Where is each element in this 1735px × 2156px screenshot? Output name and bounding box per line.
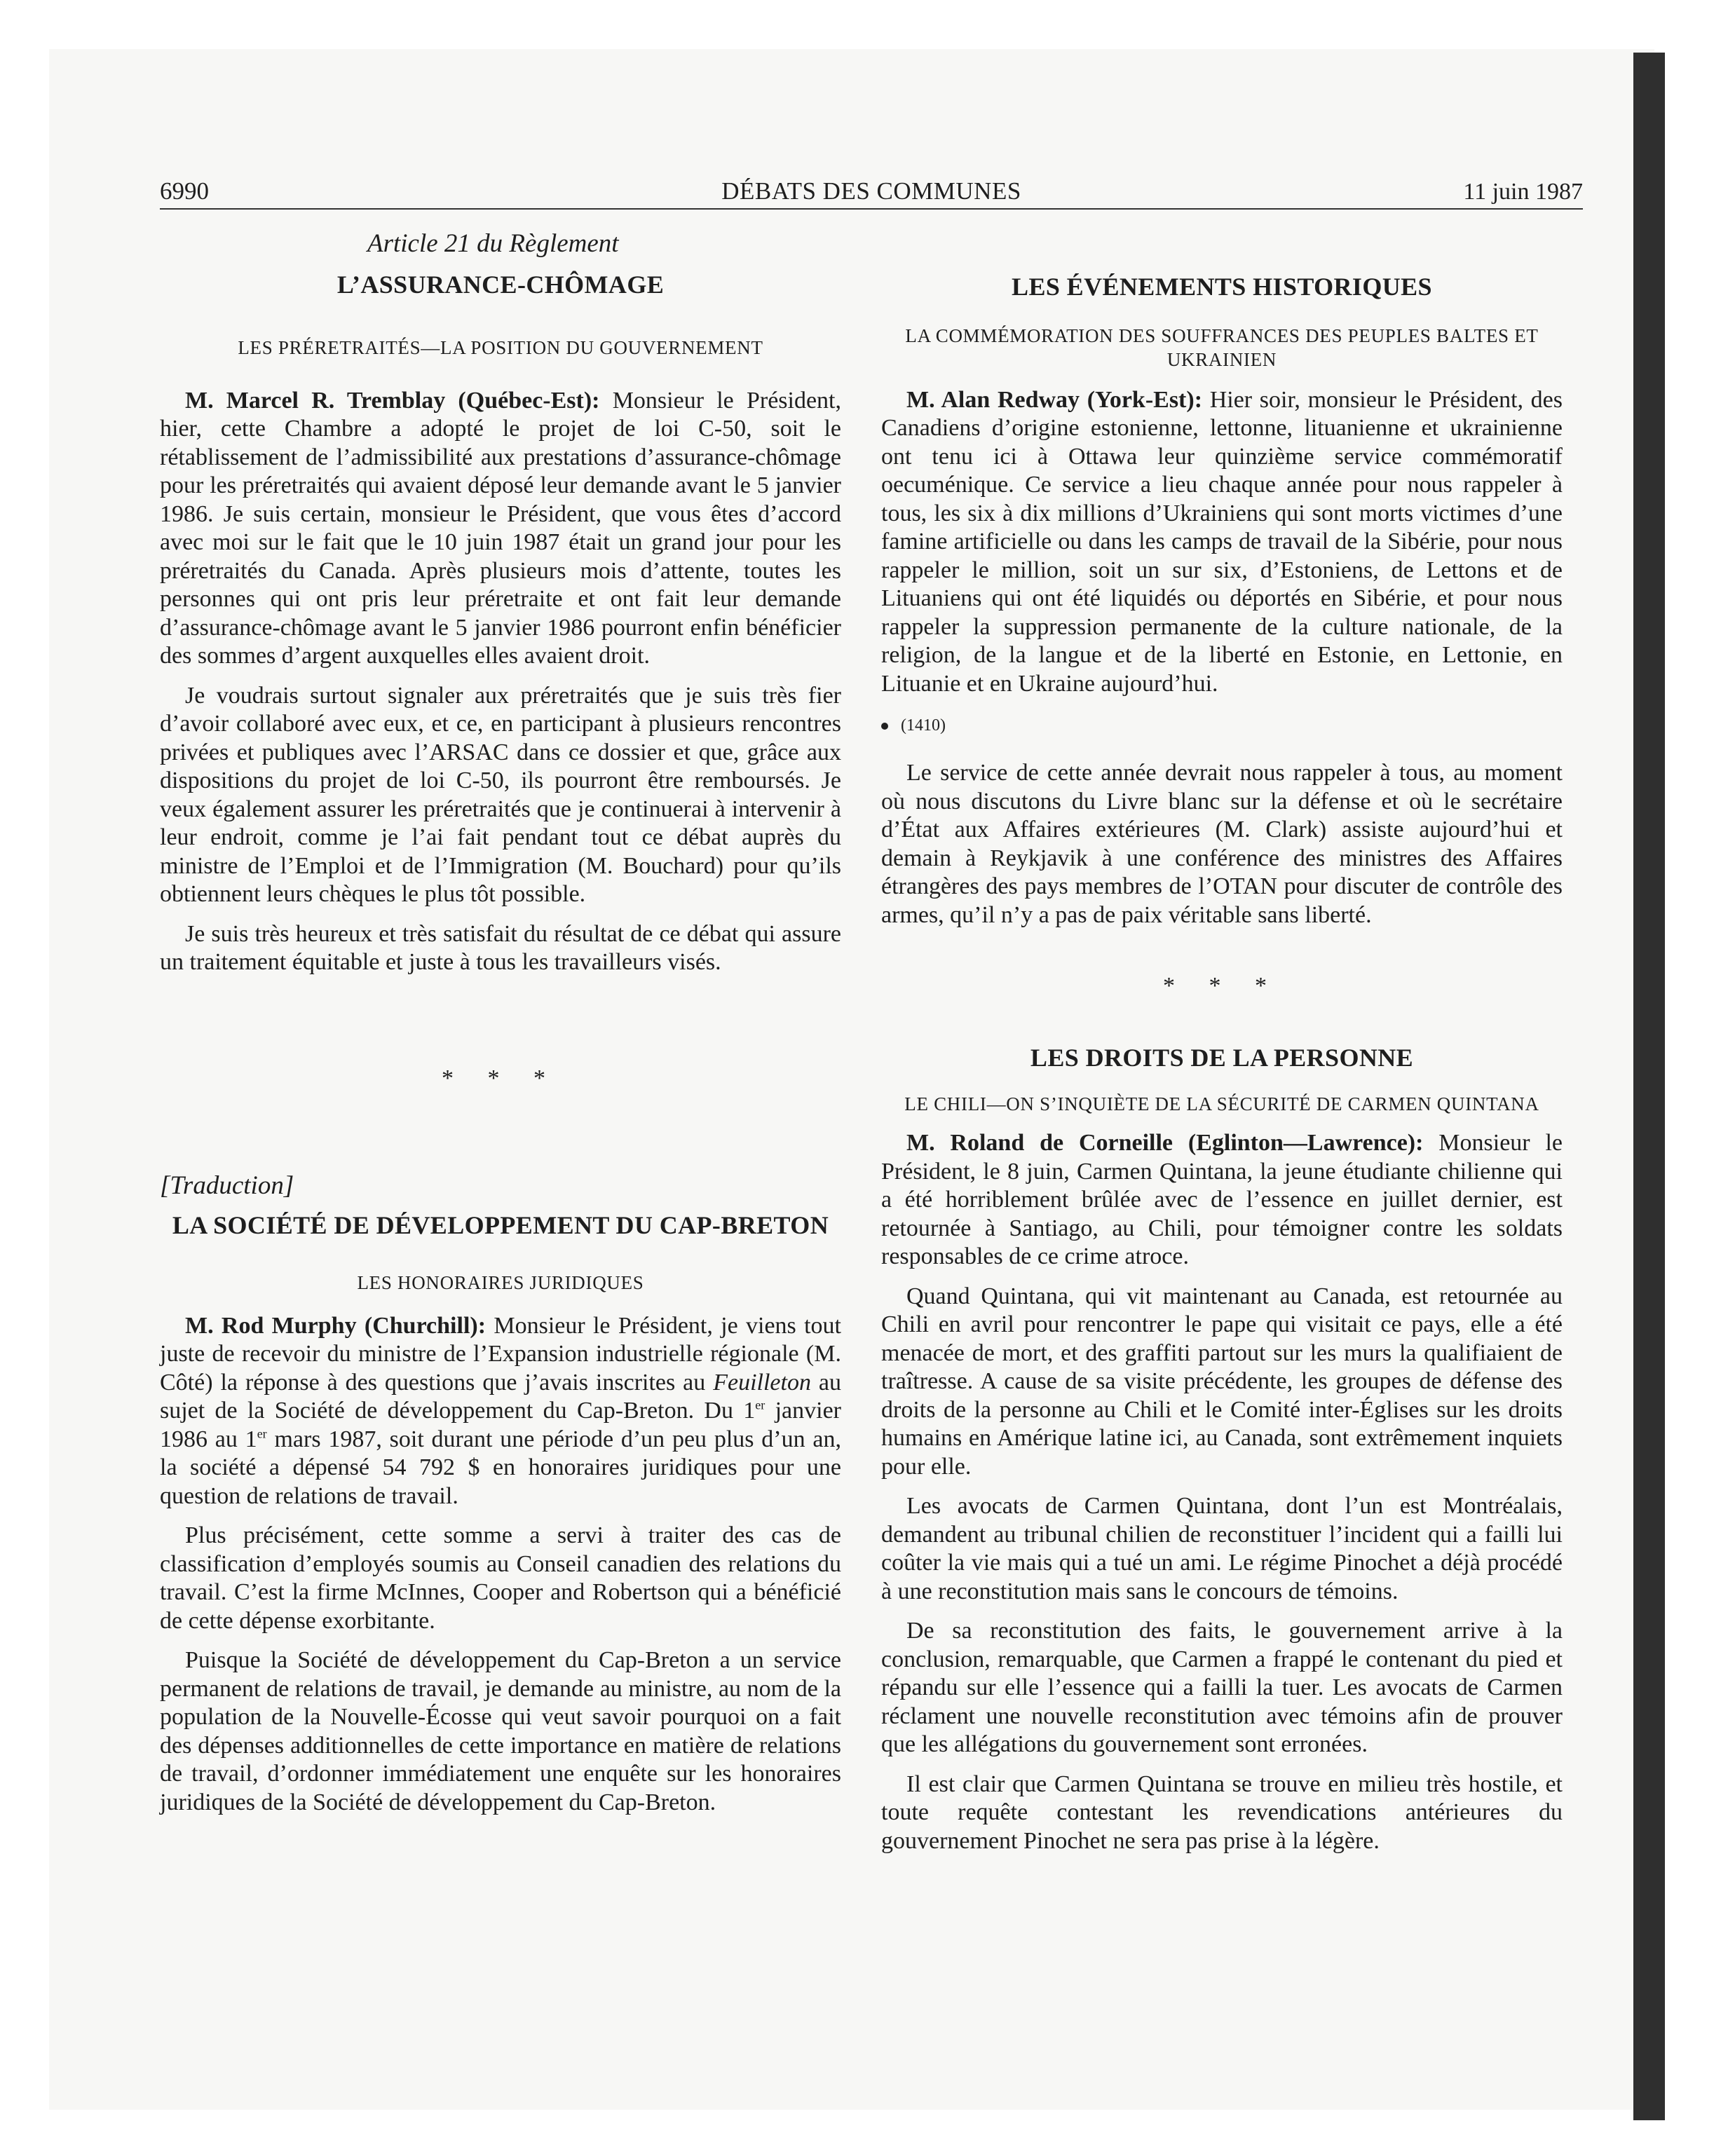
left-column [160, 224, 841, 1817]
speech-paragraph: Plus précisément, cette somme a servi à traiter des cas de classification d’employés soumis au Conseil canadien des relations du travail. C’est la firme McInnes, Cooper and Robertson qui a bénéficié de cette dépense exorbitante. [160, 1522, 841, 1634]
publication-title: DÉBATS DES COMMUNES [721, 177, 1021, 205]
section-title: L’ASSURANCE-CHÔMAGE [336, 271, 665, 299]
speech-paragraph: Je suis très heureux et très satisfait du résultat de ce débat qui assure un traitement équitable et juste à tous les travailleurs visés. [160, 920, 841, 976]
section-title: LES DROITS DE LA PERSONNE [1030, 1044, 1414, 1072]
translation-note: [Traduction] [160, 1171, 294, 1200]
speaker-name: M. Alan Redway (York-Est): [906, 386, 1203, 413]
speaker-name: M. Roland de Corneille (Eglinton—Lawrence): [906, 1130, 1424, 1157]
speaker-name: M. Marcel R. Tremblay (Québec-Est): [185, 387, 600, 414]
section-title: LES ÉVÉNEMENTS HISTORIQUES [1012, 273, 1432, 301]
speech-paragraph: M. Alan Redway (York-Est): Hier soir, monsieur le Président, des Canadiens d’origine estonienne, lettonne, lituanienne et ukrainienne ont tenu ici à Ottawa leur quinzième service commémoratif oecuménique. Ce service a lieu chaque année pour nous rappeler à tous, les six à dix millions d’Ukrainiens qui sont morts victimes d’une famine artificielle ou dans les camps de travail de la Sibérie, pour nous rappeler le million, soit un sur six, d’Estoniens, de Lettons et de Lituaniens qui ont été liquidés ou déportés en Sibérie, et pour nous rappeler la suppression permanente de la culture nationale, de la religion, de la langue et de la liberté en Estonie, en Lettonie, en Lituanie et en Ukraine aujourd’hui. [881, 386, 1563, 697]
section-separator: * * * [1163, 973, 1281, 999]
section-subtitle: LES PRÉRETRAITÉS—LA POSITION DU GOUVERNEMENT [238, 337, 763, 359]
scan-edge [1633, 53, 1665, 2120]
speech-paragraph: Il est clair que Carmen Quintana se trouve en milieu très hostile, et toute requête contestant les revendications antérieures du gouvernement Pinochet ne sera pas prise à la légère. [881, 1770, 1563, 1854]
speech-paragraph: M. Rod Murphy (Churchill): Monsieur le Président, je viens tout juste de recevoir du ministre de l’Expansion industrielle régionale (M. Côté) la réponse à des questions que j’avais inscrites au Feuilleton au sujet de la Société de développement du Cap-Breton. Du 1er janvier 1986 au 1er mars 1987, soit durant une période d’un peu plus d’un an, la société a dépensé 54 792 $ en honoraires juridiques pour une question de relations de travail. [160, 1312, 842, 1509]
page-header [160, 177, 1583, 212]
time-marker: (1410) [881, 716, 1563, 735]
header-rule [160, 208, 1583, 210]
speech-paragraph: Je voudrais surtout signaler aux préretraités que je suis très fier d’avoir collaboré avec eux, et ce, en participant à plusieurs rencontres privées et publiques avec l’ARSAC dans ce dossier et que, grâce aux dispositions du projet de loi C-50, ils pourront être remboursés. Je veux également assurer les préretraités que je continuerai à intervenir à leur endroit, comme je l’ai fait pendant tout ce débat auprès du ministre de l’Emploi et de l’Immigration (M. Bouchard) pour qu’ils obtiennent leurs chèques le plus tôt possible. [160, 682, 841, 908]
speaker-name: M. Rod Murphy (Churchill): [185, 1312, 487, 1339]
section-title: LA SOCIÉTÉ DE DÉVELOPPEMENT DU CAP-BRETON [172, 1210, 829, 1239]
speech-paragraph: Quand Quintana, qui vit maintenant au Canada, est retournée au Chili en avril pour rencontrer le pape qui visitait ce pays, elle a été menacée de mort, et des graffiti partout sur les murs la qualifiaient de traîtresse. A cause de sa visite précédente, les groupes de défense des droits de la personne au Chili et le Comité inter-Églises sur les droits humains en Amérique latine ici, au Canada, sont extrêmement inquiets pour elle. [881, 1283, 1563, 1480]
speech-paragraph: De sa reconstitution des faits, le gouvernement arrive à la conclusion, remarquable, que Carmen a frappé le contenant du pied et répandu sur elle l’essence qui a failli la tuer. Les avocats de Carmen réclament une nouvelle reconstitution avec témoins afin de prouver que les allégations du gouvernement sont erronées. [881, 1618, 1563, 1758]
speech-paragraph: Le service de cette année devrait nous rappeler à tous, au moment où nous discutons du Livre blanc sur la défense et où le secrétaire d’État aux Affaires extérieures (M. Clark) assiste aujourd’hui et demain à Reykjavik à une conférence des ministres des Affaires étrangères des pays membres de l’OTAN pour discuter de contrôle des armes, qu’il n’y a pas de paix véritable sans liberté. [881, 760, 1563, 928]
speech-paragraph: Puisque la Société de développement du Cap-Breton a un service permanent de relations de travail, je demande au ministre, au nom de la population de la Nouvelle-Écosse qui veut savoir pourquoi on a fait des dépenses additionnelles de cette importance en matière de relations de travail, d’ordonner immédiatement une enquête sur les honoraires juridiques de la Société de développement du Cap-Breton. [160, 1647, 841, 1815]
section-subtitle: LES HONORAIRES JURIDIQUES [357, 1272, 644, 1294]
section-separator: * * * [442, 1065, 559, 1091]
bullet-icon [881, 723, 888, 730]
section-subtitle: LE CHILI—ON S’INQUIÈTE DE LA SÉCURITÉ DE CARMEN QUINTANA [904, 1093, 1539, 1115]
right-column [881, 224, 1563, 1855]
speech-paragraph: Les avocats de Carmen Quintana, dont l’un est Montréalais, demandent au tribunal chilien de reconstituer l’incident qui a failli lui coûter la vie mais qui a tué un ami. Le régime Pinochet a déjà procédé à une reconstitution mais sans le concours de témoins. [881, 1493, 1563, 1604]
standing-order-label: Article 21 du Règlement [367, 229, 619, 258]
speech-paragraph: M. Marcel R. Tremblay (Québec-Est): Monsieur le Président, hier, cette Chambre a adopté le projet de loi C-50, soit le rétablissement de l’admissibilité aux prestations d’assurance-chômage pour les préretraités qui avaient déposé leur demande avant le 5 janvier 1986. Je suis certain, monsieur le Président, que vous êtes d’accord avec moi sur le fait que le 10 juin 1987 était un grand jour pour les préretraités du Canada. Après plusieurs mois d’attente, toutes les personnes qui ont pris leur préretraite et ont fait leur demande d’assurance-chômage avant le 5 janvier 1986 pourront enfin bénéficier des sommes d’argent auxquelles elles avaient droit. [160, 387, 842, 669]
section-subtitle: LA COMMÉMORATION DES SOUFFRANCES DES PEUPLES BALTES ET UKRAINIEN [905, 325, 1539, 370]
page-date: 11 juin 1987 [1463, 179, 1583, 205]
speech-paragraph: M. Roland de Corneille (Eglinton—Lawrence): Monsieur le Président, le 8 juin, Carmen Quintana, la jeune étudiante chilienne qui a été horriblement brûlée avec de l’essence en juillet dernier, est retournée à Santiago, au Chili, pour témoigner contre les soldats responsables de ce crime atroce. [881, 1130, 1563, 1270]
page-number: 6990 [160, 177, 209, 205]
